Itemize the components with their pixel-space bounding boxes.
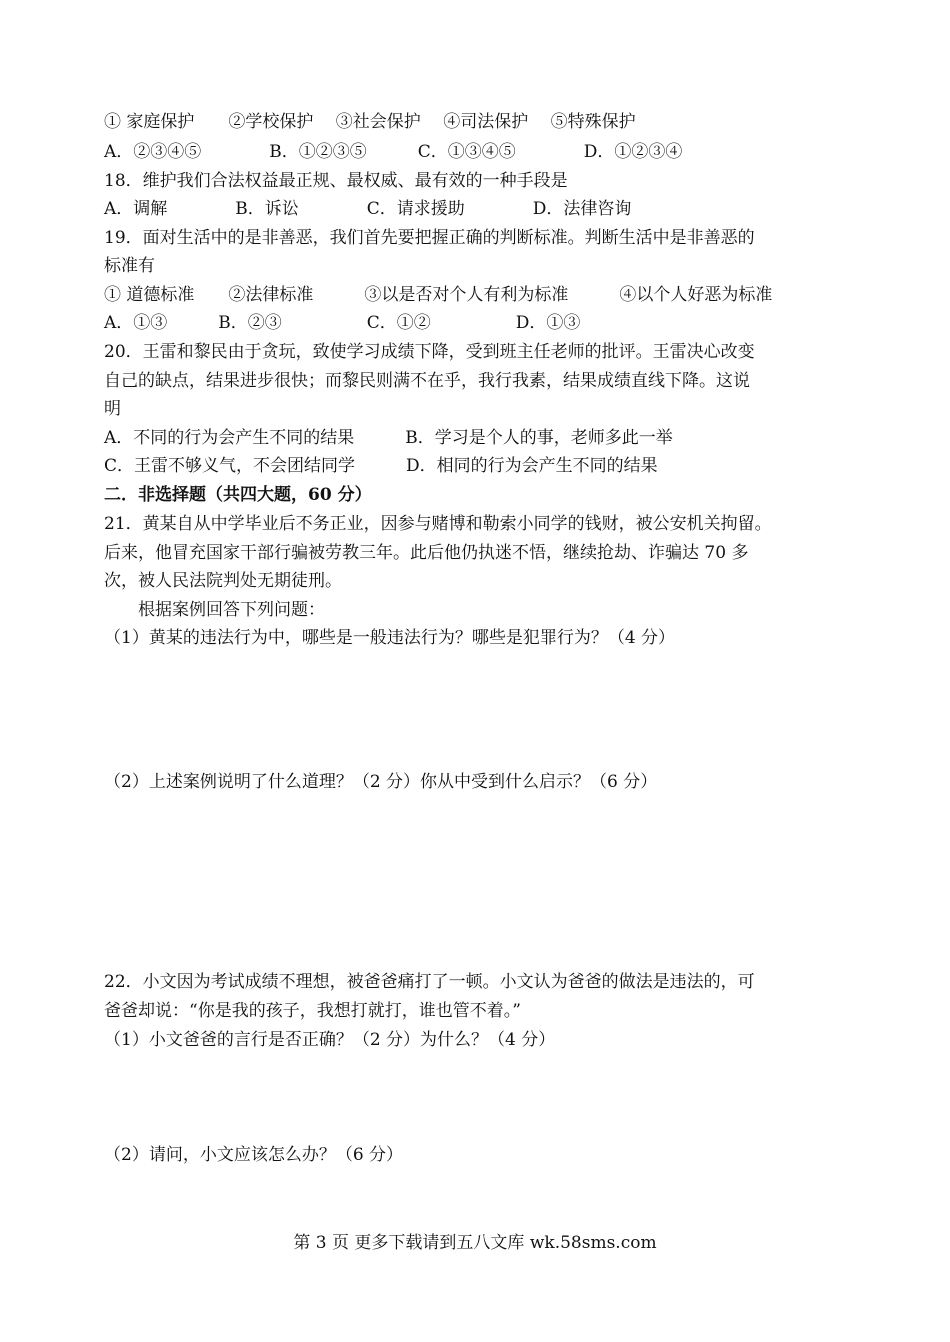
q22-sub2: （2）请问，小文应该怎么办？（6 分）: [104, 1145, 404, 1165]
page-footer: 第 3 页 更多下载请到五八文库 wk.58sms.com: [293, 1233, 657, 1253]
q22-sub1: （1）小文爸爸的言行是否正确？（2 分）为什么？（4 分）: [104, 1030, 556, 1050]
q22-stem-line1: 22．小文因为考试成绩不理想，被爸爸痛打了一顿。小文认为爸爸的做法是违法的，可: [104, 972, 755, 992]
q17-options: ① 家庭保护 ②学校保护 ③社会保护 ④司法保护 ⑤特殊保护: [104, 112, 636, 132]
q21-stem-line3: 次，被人民法院判处无期徒刑。: [104, 571, 342, 591]
q22-stem-line2: 爸爸却说：“你是我的孩子，我想打就打，谁也管不着。”: [104, 1001, 521, 1021]
q18-stem: 18．维护我们合法权益最正规、最权威、最有效的一种手段是: [104, 171, 568, 191]
q21-sub1: （1）黄某的违法行为中，哪些是一般违法行为？哪些是犯罪行为？（4 分）: [104, 628, 676, 648]
q19-choices: A．①③ B．②③ C．①② D．①③: [104, 313, 581, 333]
q21-stem-line2: 后来，他冒充国家干部行骗被劳教三年。此后他仍执迷不悟，继续抢劫、诈骗达 70 多: [104, 543, 749, 563]
q19-stem-line1: 19．面对生活中的是非善恶，我们首先要把握正确的判断标准。判断生活中是非善恶的: [104, 228, 755, 248]
q17-choices: A．②③④⑤ B．①②③⑤ C．①③④⑤ D．①②③④: [104, 142, 683, 162]
q18-choices: A．调解 B．诉讼 C．请求援助 D．法律咨询: [104, 199, 632, 219]
section2-heading: 二．非选择题（共四大题，60 分）: [104, 485, 372, 505]
q19-stem-line2: 标准有: [104, 256, 155, 276]
q20-stem-line2: 自己的缺点，结果进步很快；而黎民则满不在乎，我行我素，结果成绩直线下降。这说: [104, 371, 750, 391]
q20-stem-line3: 明: [104, 399, 121, 419]
q21-stem-line1: 21．黄某自从中学毕业后不务正业，因参与赌博和勒索小同学的钱财，被公安机关拘留。: [104, 514, 772, 534]
q19-options: ① 道德标准 ②法律标准 ③以是否对个人有利为标准 ④以个人好恶为标准: [104, 285, 773, 305]
q21-sub2: （2）上述案例说明了什么道理？（2 分）你从中受到什么启示？（6 分）: [104, 772, 658, 792]
q21-instruction: 根据案例回答下列问题：: [104, 600, 325, 620]
q20-stem-line1: 20．王雷和黎民由于贪玩，致使学习成绩下降，受到班主任老师的批评。王雷决心改变: [104, 342, 755, 362]
q20-choices-line2: C．王雷不够义气，不会团结同学 D．相同的行为会产生不同的结果: [104, 456, 658, 476]
q20-choices-line1: A．不同的行为会产生不同的结果 B．学习是个人的事，老师多此一举: [104, 428, 673, 448]
